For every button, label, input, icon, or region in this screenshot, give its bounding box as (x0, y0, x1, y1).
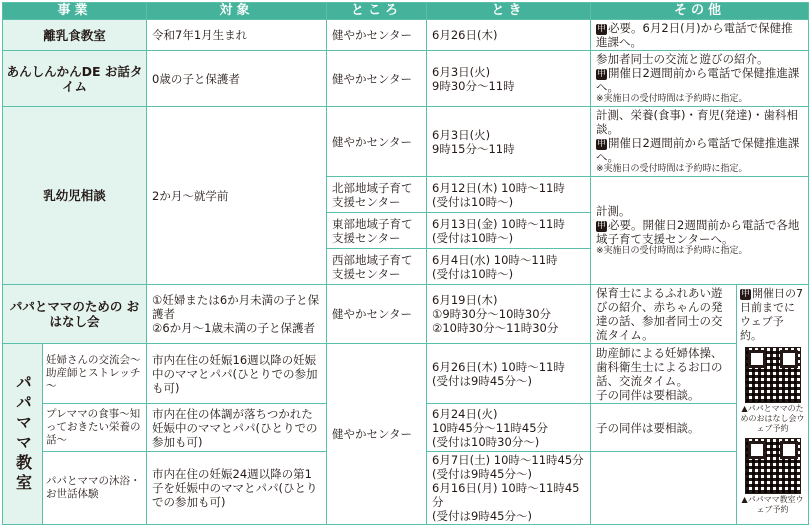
other-text: 開催日2週間前から電話で保健推進課へ。 (596, 136, 800, 164)
time-line: ②10時30分～11時30分 (432, 321, 559, 335)
header-other: その他 (591, 3, 809, 20)
event-name: 乳幼児相談 (3, 107, 147, 285)
place-cell: 健やかセンター (327, 285, 427, 344)
time-cell (427, 249, 591, 285)
place-cell: 健やかセンター (327, 107, 427, 177)
table-row (3, 20, 809, 51)
place-cell: 健やかセンター (327, 344, 427, 525)
time-line: 6月19日(木) (432, 293, 498, 307)
time-line: 6月13日(金) 10時～11時 (432, 216, 565, 231)
event-name: あんしんかんDE お話タイム (3, 51, 147, 107)
event-name: 離乳食教室 (3, 20, 147, 51)
time-line: 6月12日(木) 10時～11時 (432, 180, 565, 195)
qr-caption: ▲パパとママのためのおはなし会ウェブ予約 (740, 404, 805, 433)
time-line: (受付は10時～) (432, 230, 514, 245)
target-cell: 市内在住の妊娠16週以降の妊娠中のママとパパ(ひとりでの参加も可) (147, 344, 327, 404)
header-row (3, 3, 809, 20)
table-row (3, 285, 809, 344)
qr-note-text: 開催日の7日前までにウェブ予約。 (740, 287, 804, 342)
badge-icon: 申 (597, 69, 607, 79)
target-line: ②6か月～1歳未満の子と保護者 (152, 321, 315, 335)
other-cell (591, 177, 809, 285)
time-line: 6月4日(水) 10時～11時 (432, 252, 558, 267)
place-cell: 東部地域子育て支援センター (327, 213, 427, 249)
target-cell (147, 285, 327, 344)
other-cell: 子の同伴は要相談。 (591, 404, 737, 452)
time-cell: 6月26日(木) (427, 20, 591, 51)
note-text: ※実施日の受付時間は予約時に指定。 (596, 94, 748, 104)
qr-cell (737, 285, 809, 525)
target-cell: 令和7年1月生まれ (147, 20, 327, 51)
header-event: 事業 (3, 3, 147, 20)
other-cell (591, 51, 809, 107)
target-line: ①妊婦または6か月未満の子と保護者 (152, 293, 320, 321)
badge-icon: 申 (597, 139, 607, 149)
table-row (3, 107, 809, 177)
time-cell (427, 51, 591, 107)
other-cell (591, 107, 809, 177)
other-text: 必要。6月2日(月)から電話で保健推進課へ。 (596, 21, 793, 49)
time-line: 9時15分～11時 (432, 141, 515, 156)
sub-event-name: プレママの食事～知っておきたい栄養の話～ (43, 404, 147, 452)
other-text: 参加者同士の交流と遊びの紹介。 (596, 52, 769, 66)
qr-code-icon[interactable] (745, 438, 801, 494)
other-text: 子の同伴は要相談。 (596, 387, 700, 402)
note-text: ※実施日の受付時間は予約時に指定。 (596, 164, 748, 174)
event-schedule-table (2, 2, 809, 525)
time-cell (427, 107, 591, 177)
other-cell (591, 20, 809, 51)
other-cell (591, 344, 737, 404)
header-target: 対象 (147, 3, 327, 20)
time-line: (受付は10時～) (432, 194, 514, 209)
other-cell: 保育士によるふれあい遊びの紹介、赤ちゃんの発達の話、参加者同士の交流タイム。 (591, 285, 737, 344)
table-row (3, 51, 809, 107)
time-cell (427, 452, 591, 525)
time-line: (受付は9時45分～) (432, 467, 532, 481)
time-line: 6月3日(火) (432, 64, 491, 79)
badge-icon: 申 (597, 221, 607, 231)
other-text: 計測、栄養(食事)・育児(発達)・歯科相談。 (596, 108, 798, 136)
time-line: 6月3日(火) (432, 127, 491, 142)
time-cell (427, 285, 591, 344)
place-cell: 健やかセンター (327, 51, 427, 107)
qr-code-icon[interactable] (745, 347, 801, 403)
time-line: 6月16日(月) 10時～11時45分 (432, 481, 580, 509)
sub-event-name: 妊婦さんの交流会～助産師とストレッチ～ (43, 344, 147, 404)
target-cell: 市内在住の体調が落ちつかれた妊娠中のママとパパ(ひとりでの参加も可) (147, 404, 327, 452)
note-text: ※実施日の受付時間は予約時に指定。 (596, 246, 748, 256)
time-line: (受付は9時45分～) (432, 373, 532, 388)
time-line: 6月24日(火) (432, 406, 498, 421)
event-name: パパとママのための おはなし会 (3, 285, 147, 344)
other-text: 助産師による妊婦体操、歯科衛生士によるお口の話、交流タイム。 (596, 345, 723, 388)
place-cell: 健やかセンター (327, 20, 427, 51)
time-cell (427, 344, 591, 404)
other-cell (591, 452, 737, 525)
time-line: (受付は10時～) (432, 266, 514, 281)
place-cell: 北部地域子育て支援センター (327, 177, 427, 213)
time-line: (受付は10時30分～) (432, 434, 540, 449)
time-line: 6月26日(木) 10時～11時 (432, 359, 565, 374)
time-line: 9時30分～11時 (432, 78, 515, 93)
time-cell (427, 213, 591, 249)
other-text: 必要。開催日2週間前から電話で各地域子育て支援センターへ。 (596, 218, 800, 246)
time-line: (受付は9時45分～) (432, 509, 532, 523)
sub-event-name: パパとママの沐浴・お世話体験 (43, 452, 147, 525)
time-line: ①9時30分～10時30分 (432, 307, 552, 321)
place-cell: 西部地域子育て支援センター (327, 249, 427, 285)
table-row (3, 344, 809, 404)
other-text: 開催日2週間前から電話で保健推進課へ。 (596, 66, 800, 94)
other-text: 計測。 (596, 204, 631, 218)
qr-caption: ▲パパママ教室ウェブ予約 (741, 495, 804, 514)
header-place: ところ (327, 3, 427, 20)
target-cell: 2か月～就学前 (147, 107, 327, 285)
time-line: 6月7日(土) 10時～11時45分 (432, 453, 584, 467)
badge-icon: 申 (741, 289, 751, 299)
header-time: とき (427, 3, 591, 20)
target-cell: 0歳の子と保護者 (147, 51, 327, 107)
time-cell (427, 177, 591, 213)
qr-note (740, 287, 805, 343)
papamama-label: パパママ教室 (3, 344, 43, 525)
time-cell (427, 404, 591, 452)
time-line: 10時45分～11時45分 (432, 420, 549, 435)
target-cell: 市内在住の妊娠24週以降の第1子を妊娠中のママとパパ(ひとりでの参加も可) (147, 452, 327, 525)
badge-icon: 申 (597, 24, 607, 34)
